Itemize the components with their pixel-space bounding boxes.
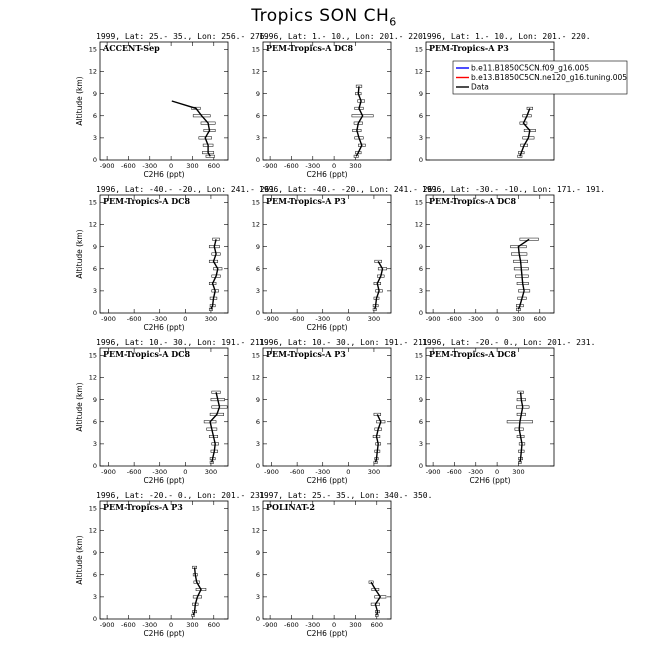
xtick-label: -600 — [126, 468, 142, 476]
xtick-label: -300 — [305, 621, 321, 629]
ytick-label: 12 — [414, 220, 423, 229]
ytick-label: 15 — [88, 351, 97, 360]
ytick-label: 12 — [88, 67, 97, 76]
panel-frame — [426, 42, 554, 160]
y-axis-label: Altitude (km) — [75, 76, 84, 126]
panel-5 — [252, 185, 442, 332]
panel-header: 1996, Lat: 10.- 30., Lon: 191.- 211. — [259, 338, 433, 347]
xtick-label: -900 — [425, 315, 441, 323]
xtick-label: 300 — [512, 315, 525, 323]
ytick-label: 12 — [88, 220, 97, 229]
xtick-label: 300 — [349, 162, 362, 170]
ytick-label: 9 — [418, 242, 423, 251]
ytick-label: 0 — [92, 462, 97, 471]
xtick-label: 600 — [207, 162, 220, 170]
ytick-label: 0 — [255, 615, 260, 624]
xtick-label: -900 — [264, 315, 279, 323]
ytick-label: 9 — [418, 89, 423, 98]
ytick-label: 9 — [418, 395, 423, 404]
xtick-label: -300 — [468, 468, 484, 476]
ytick-label: 3 — [92, 287, 97, 296]
xtick-label: 0 — [183, 315, 188, 323]
xtick-label: 0 — [346, 468, 351, 476]
xtick-label: -900 — [262, 621, 278, 629]
xtick-label: -600 — [284, 621, 299, 629]
ytick-label: 3 — [255, 287, 260, 296]
xtick-label: -300 — [142, 621, 158, 629]
ytick-label: 3 — [255, 440, 260, 449]
xtick-label: -600 — [447, 468, 462, 476]
ytick-label: 15 — [251, 198, 260, 207]
ytick-label: 6 — [255, 417, 260, 426]
xtick-label: 300 — [367, 468, 381, 476]
xtick-label: -600 — [289, 468, 305, 476]
xtick-label: 0 — [495, 315, 500, 323]
ytick-label: 15 — [251, 351, 260, 360]
panel-frame — [426, 348, 554, 466]
ytick-label: 3 — [92, 593, 97, 602]
data-line — [172, 101, 210, 156]
panel-header: 1997, Lat: 25.- 35., Lon: 340.- 350. — [259, 491, 433, 500]
xtick-label: 600 — [207, 621, 220, 629]
figure-title: Tropics SON $CH_6$ — [251, 6, 397, 29]
xtick-label: 0 — [332, 621, 337, 629]
ytick-label: 12 — [88, 373, 97, 382]
xtick-label: -900 — [101, 468, 116, 476]
ytick-label: 9 — [255, 548, 260, 557]
y-axis-label: Altitude (km) — [75, 382, 84, 432]
xtick-label: 300 — [204, 315, 218, 323]
xtick-label: -900 — [264, 468, 279, 476]
legend — [453, 61, 627, 94]
xtick-label: -900 — [101, 315, 116, 323]
ytick-label: 6 — [92, 570, 97, 579]
panel-frame — [263, 42, 391, 160]
panel-2 — [252, 32, 428, 179]
panel-frame — [263, 195, 391, 313]
panel-header: 1999, Lat: 25.- 35., Lon: 256.- 276. — [96, 32, 270, 41]
panel-11 — [252, 491, 433, 638]
xtick-label: 300 — [367, 315, 381, 323]
panel-header: 1996, Lat: -20.- 0., Lon: 201.- 231. — [96, 491, 270, 500]
xtick-label: -300 — [152, 468, 168, 476]
y-axis-label: Altitude (km) — [75, 229, 84, 279]
xtick-label: -900 — [99, 162, 115, 170]
ytick-label: 12 — [88, 526, 97, 535]
xtick-label: -900 — [262, 162, 278, 170]
xtick-label: -300 — [152, 315, 168, 323]
panel-label: POLINAT-2 — [266, 502, 315, 512]
panel-9 — [415, 338, 596, 485]
xtick-label: -600 — [121, 162, 136, 170]
panel-label: PEM-Tropics-A DC8 — [429, 196, 517, 206]
panel-4 — [75, 185, 279, 332]
xtick-label: -900 — [99, 621, 115, 629]
xtick-label: 300 — [186, 621, 199, 629]
panel-label: PEM-Tropics-A P3 — [266, 196, 346, 206]
xtick-label: 0 — [495, 468, 500, 476]
x-axis-label: C2H6 (ppt) — [306, 476, 348, 485]
xtick-label: 300 — [204, 468, 218, 476]
xtick-label: -300 — [468, 315, 484, 323]
ytick-label: 6 — [255, 570, 260, 579]
ytick-label: 6 — [255, 264, 260, 273]
panel-frame — [100, 501, 228, 619]
x-axis-label: C2H6 (ppt) — [143, 323, 185, 332]
ytick-label: 12 — [414, 373, 423, 382]
panel-frame — [426, 195, 554, 313]
xtick-label: 300 — [349, 621, 362, 629]
xtick-label: -600 — [284, 162, 299, 170]
xtick-label: -300 — [315, 468, 331, 476]
panel-label: PEM-Tropics-A DC8 — [429, 349, 517, 359]
xtick-label: 0 — [169, 621, 174, 629]
xtick-label: -300 — [305, 162, 321, 170]
ytick-label: 0 — [92, 309, 97, 318]
ytick-label: 3 — [255, 134, 260, 143]
panel-1 — [75, 32, 269, 179]
ytick-label: 6 — [92, 417, 97, 426]
panel-label: PEM-Tropics-A DC8 — [103, 349, 191, 359]
ytick-label: 6 — [255, 111, 260, 120]
xtick-label: 600 — [533, 315, 546, 323]
ytick-label: 15 — [414, 45, 423, 54]
ytick-label: 15 — [414, 351, 423, 360]
panel-frame — [263, 348, 391, 466]
ytick-label: 15 — [251, 504, 260, 513]
x-axis-label: C2H6 (ppt) — [143, 170, 185, 179]
xtick-label: 300 — [186, 162, 199, 170]
panel-6 — [415, 185, 605, 323]
ytick-label: 6 — [418, 111, 423, 120]
ytick-label: 0 — [255, 156, 260, 165]
xtick-label: -600 — [447, 315, 462, 323]
ytick-label: 0 — [92, 156, 97, 165]
xtick-label: -600 — [126, 315, 142, 323]
panel-label: PEM-Tropics-A P3 — [103, 502, 183, 512]
ytick-label: 9 — [92, 395, 97, 404]
ytick-label: 0 — [418, 156, 423, 165]
ytick-label: 15 — [88, 45, 97, 54]
ytick-label: 15 — [88, 198, 97, 207]
ytick-label: 9 — [92, 548, 97, 557]
panel-label: ACCENT-Sep — [103, 43, 160, 53]
ytick-label: 3 — [418, 134, 423, 143]
ytick-label: 12 — [251, 373, 260, 382]
ytick-label: 3 — [418, 440, 423, 449]
panel-label: PEM-Tropics-A P3 — [266, 349, 346, 359]
legend-entry: Data — [471, 82, 489, 92]
ytick-label: 12 — [251, 67, 260, 76]
xtick-label: -300 — [142, 162, 158, 170]
ytick-label: 12 — [251, 220, 260, 229]
ytick-label: 3 — [418, 287, 423, 296]
panel-3 — [415, 32, 591, 164]
ytick-label: 12 — [251, 526, 260, 535]
x-axis-label: C2H6 (ppt) — [143, 629, 185, 638]
ytick-label: 12 — [414, 67, 423, 76]
ytick-label: 6 — [418, 264, 423, 273]
ytick-label: 3 — [92, 134, 97, 143]
x-axis-label: C2H6 (ppt) — [143, 476, 185, 485]
panel-header: 1996, Lat: -40.- -20., Lon: 241.- 261. — [96, 185, 280, 194]
ytick-label: 9 — [255, 242, 260, 251]
ytick-label: 15 — [88, 504, 97, 513]
panel-label: PEM-Tropics-A P3 — [429, 43, 509, 53]
xtick-label: 600 — [370, 621, 383, 629]
ytick-label: 9 — [92, 89, 97, 98]
xtick-label: -900 — [425, 468, 441, 476]
panel-label: PEM-Tropics-A DC8 — [103, 196, 191, 206]
ytick-label: 3 — [92, 440, 97, 449]
xtick-label: 300 — [512, 468, 525, 476]
panel-frame — [100, 348, 228, 466]
panel-8 — [252, 338, 433, 485]
ytick-label: 0 — [255, 462, 260, 471]
panel-frame — [100, 42, 228, 160]
ytick-label: 0 — [255, 309, 260, 318]
ytick-label: 0 — [418, 462, 423, 471]
panel-header: 1996, Lat: -40.- -20., Lon: 241.- 261. — [259, 185, 443, 194]
ytick-label: 6 — [418, 417, 423, 426]
panel-header: 1996, Lat: 1.- 10., Lon: 201.- 220. — [422, 32, 591, 41]
panel-header: 1996, Lat: -30.- -10., Lon: 171.- 191. — [422, 185, 606, 194]
panel-label: PEM-Tropics-A DC8 — [266, 43, 354, 53]
ytick-label: 9 — [255, 89, 260, 98]
xtick-label: -600 — [121, 621, 136, 629]
x-axis-label: C2H6 (ppt) — [306, 323, 348, 332]
ytick-label: 6 — [92, 264, 97, 273]
xtick-label: -600 — [289, 315, 305, 323]
xtick-label: 0 — [346, 315, 351, 323]
legend-entry: b.e11.B1850C5CN.f09_g16.005 — [471, 63, 590, 73]
x-axis-label: C2H6 (ppt) — [469, 476, 511, 485]
x-axis-label: C2H6 (ppt) — [306, 170, 348, 179]
xtick-label: 0 — [332, 162, 337, 170]
ytick-label: 9 — [255, 395, 260, 404]
x-axis-label: C2H6 (ppt) — [306, 629, 348, 638]
panel-10 — [75, 491, 269, 638]
panel-frame — [263, 501, 391, 619]
legend-entry: b.e13.B1850C5CN.ne120_g16.tuning.005 — [471, 73, 628, 82]
ytick-label: 15 — [414, 198, 423, 207]
ytick-label: 15 — [251, 45, 260, 54]
y-axis-label: Altitude (km) — [75, 535, 84, 585]
panel-7 — [75, 338, 269, 485]
ytick-label: 0 — [92, 615, 97, 624]
xtick-label: 0 — [183, 468, 188, 476]
panel-header: 1996, Lat: 10.- 30., Lon: 191.- 211. — [96, 338, 270, 347]
xtick-label: 0 — [169, 162, 174, 170]
ytick-label: 6 — [92, 111, 97, 120]
ytick-label: 3 — [255, 593, 260, 602]
xtick-label: -300 — [315, 315, 331, 323]
panel-frame — [100, 195, 228, 313]
ytick-label: 0 — [418, 309, 423, 318]
panel-header: 1996, Lat: -20.- 0., Lon: 201.- 231. — [422, 338, 596, 347]
ytick-label: 9 — [92, 242, 97, 251]
panel-header: 1996, Lat: 1.- 10., Lon: 201.- 220. — [259, 32, 428, 41]
